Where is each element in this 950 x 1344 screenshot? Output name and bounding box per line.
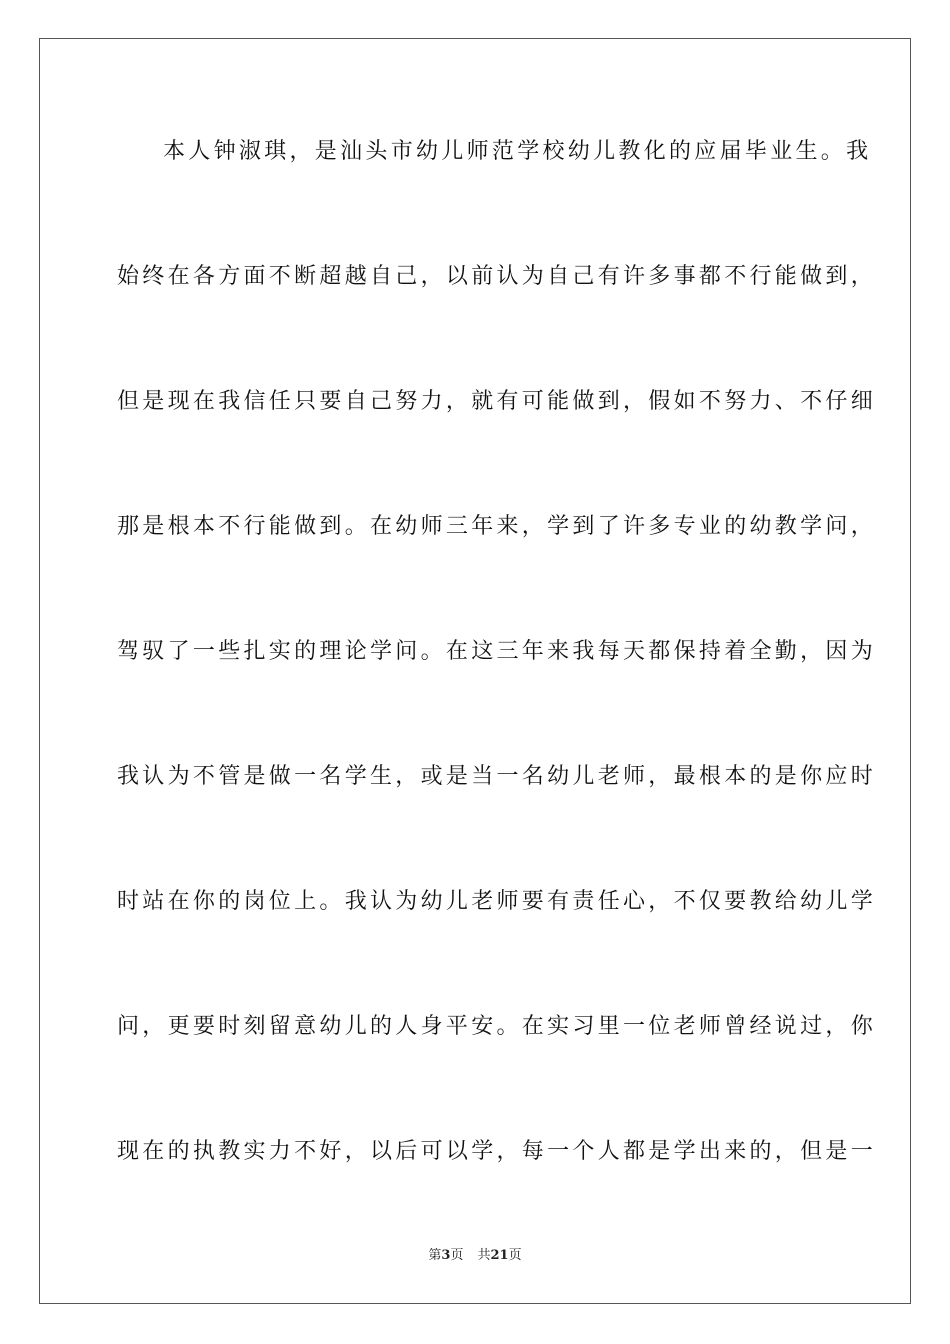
body-text-line-5: 驾驭了一些扎实的理论学问。在这三年来我每天都保持着全勤，因为 bbox=[117, 639, 877, 664]
footer-page-prefix: 第 bbox=[428, 1248, 442, 1263]
footer-total-prefix: 共 bbox=[477, 1248, 491, 1263]
body-text-line-9: 现在的执教实力不好，以后可以学，每一个人都是学出来的，但是一 bbox=[117, 1139, 877, 1164]
body-text-line-2: 始终在各方面不断超越自己，以前认为自己有许多事都不行能做到， bbox=[117, 264, 877, 289]
body-text-line-8: 问，更要时刻留意幼儿的人身平安。在实习里一位老师曾经说过，你 bbox=[117, 1014, 877, 1039]
footer-page-suffix: 页 bbox=[450, 1248, 464, 1263]
footer-total-suffix: 页 bbox=[508, 1248, 522, 1263]
body-text-line-6: 我认为不管是做一名学生，或是当一名幼儿老师，最根本的是你应时 bbox=[117, 764, 877, 789]
body-text-line-7: 时站在你的岗位上。我认为幼儿老师要有责任心，不仅要教给幼儿学 bbox=[117, 889, 877, 914]
page-border bbox=[39, 38, 911, 1304]
body-text-line-1: 本人钟淑琪，是汕头市幼儿师范学校幼儿教化的应届毕业生。我 bbox=[163, 139, 872, 164]
footer-page-number: 3 bbox=[441, 1248, 451, 1263]
page-footer bbox=[0, 1246, 950, 1266]
footer-total-pages: 21 bbox=[490, 1248, 509, 1263]
body-text-line-4: 那是根本不行能做到。在幼师三年来，学到了许多专业的幼教学问， bbox=[117, 514, 877, 539]
body-text-line-3: 但是现在我信任只要自己努力，就有可能做到，假如不努力、不仔细 bbox=[117, 389, 877, 414]
